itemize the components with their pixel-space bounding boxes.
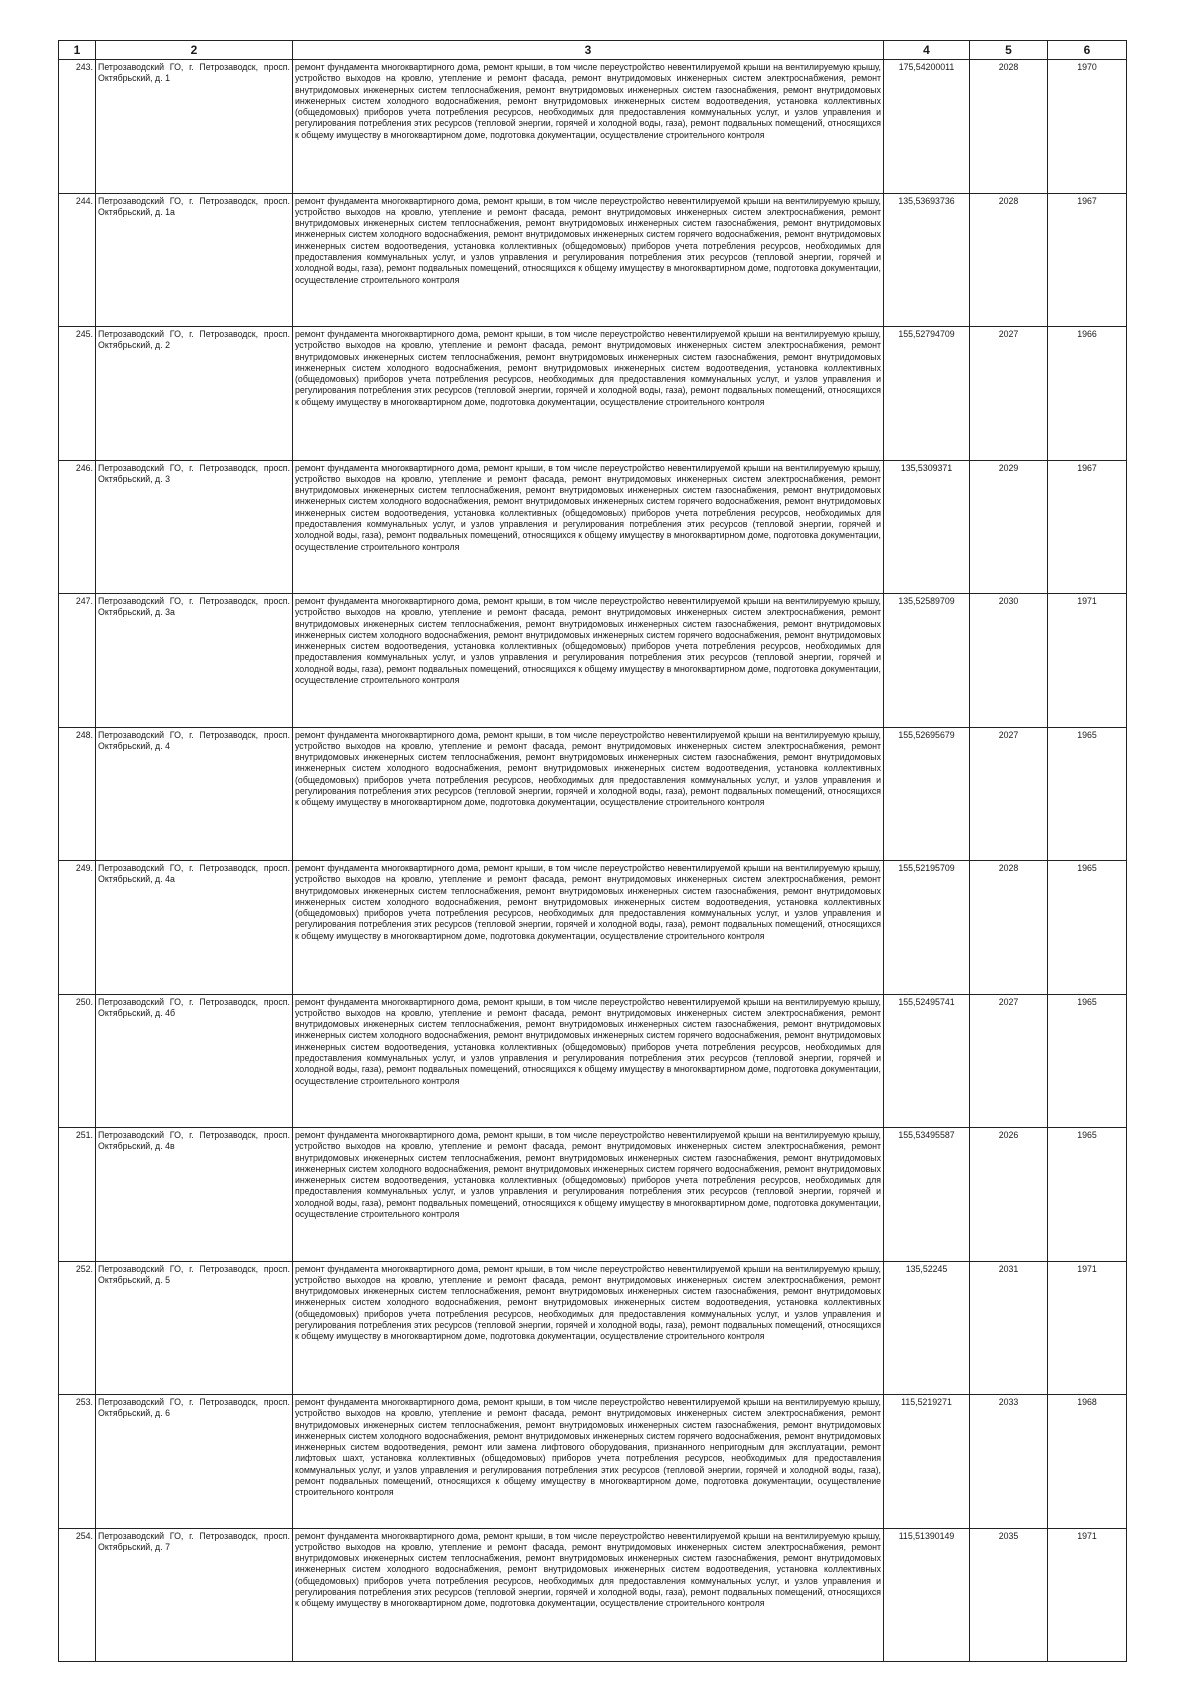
col-header-2: 2 — [96, 41, 293, 60]
table-row — [59, 594, 1127, 728]
construction-year: 1965 — [1048, 727, 1127, 861]
building-address: Петрозаводский ГО, г. Петрозаводск, просп. Октябрьский, д. 6 — [96, 1395, 293, 1529]
building-address: Петрозаводский ГО, г. Петрозаводск, просп. Октябрьский, д. 4в — [96, 1128, 293, 1262]
planned-year: 2028 — [970, 861, 1048, 995]
building-address: Петрозаводский ГО, г. Петрозаводск, просп. Октябрьский, д. 5 — [96, 1261, 293, 1395]
construction-year: 1968 — [1048, 1395, 1127, 1529]
cost-value: 155,52195709 — [884, 861, 970, 995]
table-row — [59, 861, 1127, 995]
table-row — [59, 327, 1127, 461]
building-address: Петрозаводский ГО, г. Петрозаводск, просп. Октябрьский, д. 4б — [96, 994, 293, 1128]
cost-value: 155,52794709 — [884, 327, 970, 461]
building-address: Петрозаводский ГО, г. Петрозаводск, просп. Октябрьский, д. 4а — [96, 861, 293, 995]
repair-works: ремонт фундамента многоквартирного дома, ремонт крыши, в том числе переустройство невентилируемой крыши на вентилируемую крышу, устройство выходов на кровлю, утепление и ремонт фасада, ремонт внутридомовых инженерных систем электроснабжения, ремонт внутридомовых инженерных систем теплоснабжения, ремонт внутридомовых инженерных систем газоснабжения, ремонт внутридомовых инженерных систем холодного водоснабжения, ремонт внутридомовых инженерных систем водоотведения, установка коллективных (общедомовых) приборов учета потребления ресурсов, необходимых для предоставления коммунальных услуг, и узлов управления и регулирования потребления этих ресурсов (тепловой энергии, горячей и холодной воды, газа), ремонт подвальных помещений, относящихся к общему имуществу в многоквартирном доме, подготовка документации, осуществление строительного контроля — [293, 327, 884, 461]
table-row — [59, 460, 1127, 594]
construction-year: 1965 — [1048, 994, 1127, 1128]
construction-year: 1966 — [1048, 327, 1127, 461]
row-number: 247. — [59, 594, 96, 728]
row-number: 249. — [59, 861, 96, 995]
header-row — [59, 41, 1127, 60]
cost-value: 175,54200011 — [884, 60, 970, 194]
planned-year: 2027 — [970, 327, 1048, 461]
table-row — [59, 1128, 1127, 1262]
row-number: 250. — [59, 994, 96, 1128]
building-address: Петрозаводский ГО, г. Петрозаводск, просп. Октябрьский, д. 4 — [96, 727, 293, 861]
construction-year: 1971 — [1048, 1261, 1127, 1395]
planned-year: 2031 — [970, 1261, 1048, 1395]
repair-works: ремонт фундамента многоквартирного дома, ремонт крыши, в том числе переустройство невентилируемой крыши на вентилируемую крышу, устройство выходов на кровлю, утепление и ремонт фасада, ремонт внутридомовых инженерных систем электроснабжения, ремонт внутридомовых инженерных систем теплоснабжения, ремонт внутридомовых инженерных систем газоснабжения, ремонт внутридомовых инженерных систем холодного водоснабжения, ремонт внутридомовых инженерных систем горячего водоснабжения, ремонт внутридомовых инженерных систем водоотведения, установка коллективных (общедомовых) приборов учета потребления ресурсов, необходимых для предоставления коммунальных услуг, и узлов управления и регулирования потребления этих ресурсов (тепловой энергии, горячей и холодной воды, газа), ремонт подвальных помещений, относящихся к общему имуществу в многоквартирном доме, подготовка документации, осуществление строительного контроля — [293, 460, 884, 594]
building-address: Петрозаводский ГО, г. Петрозаводск, просп. Октябрьский, д. 3 — [96, 460, 293, 594]
repair-program-table — [58, 40, 1127, 1662]
col-header-5: 5 — [970, 41, 1048, 60]
repair-works: ремонт фундамента многоквартирного дома, ремонт крыши, в том числе переустройство невентилируемой крыши на вентилируемую крышу, устройство выходов на кровлю, утепление и ремонт фасада, ремонт внутридомовых инженерных систем электроснабжения, ремонт внутридомовых инженерных систем теплоснабжения, ремонт внутридомовых инженерных систем газоснабжения, ремонт внутридомовых инженерных систем холодного водоснабжения, ремонт внутридомовых инженерных систем водоотведения, установка коллективных (общедомовых) приборов учета потребления ресурсов, необходимых для предоставления коммунальных услуг, и узлов управления и регулирования потребления этих ресурсов (тепловой энергии, горячей и холодной воды, газа), ремонт подвальных помещений, относящихся к общему имуществу в многоквартирном доме, подготовка документации, осуществление строительного контроля — [293, 60, 884, 194]
row-number: 244. — [59, 193, 96, 327]
col-header-6: 6 — [1048, 41, 1127, 60]
planned-year: 2028 — [970, 193, 1048, 327]
repair-works: ремонт фундамента многоквартирного дома, ремонт крыши, в том числе переустройство невентилируемой крыши на вентилируемую крышу, устройство выходов на кровлю, утепление и ремонт фасада, ремонт внутридомовых инженерных систем электроснабжения, ремонт внутридомовых инженерных систем теплоснабжения, ремонт внутридомовых инженерных систем газоснабжения, ремонт внутридомовых инженерных систем холодного водоснабжения, ремонт внутридомовых инженерных систем водоотведения, установка коллективных (общедомовых) приборов учета потребления ресурсов, необходимых для предоставления коммунальных услуг, и узлов управления и регулирования потребления этих ресурсов (тепловой энергии, горячей и холодной воды, газа), ремонт подвальных помещений, относящихся к общему имуществу в многоквартирном доме, подготовка документации, осуществление строительного контроля — [293, 727, 884, 861]
planned-year: 2030 — [970, 594, 1048, 728]
construction-year: 1967 — [1048, 193, 1127, 327]
building-address: Петрозаводский ГО, г. Петрозаводск, просп. Октябрьский, д. 1а — [96, 193, 293, 327]
repair-works: ремонт фундамента многоквартирного дома, ремонт крыши, в том числе переустройство невентилируемой крыши на вентилируемую крышу, устройство выходов на кровлю, утепление и ремонт фасада, ремонт внутридомовых инженерных систем электроснабжения, ремонт внутридомовых инженерных систем теплоснабжения, ремонт внутридомовых инженерных систем газоснабжения, ремонт внутридомовых инженерных систем холодного водоснабжения, ремонт внутридомовых инженерных систем горячего водоснабжения, ремонт внутридомовых инженерных систем водоотведения, установка коллективных (общедомовых) приборов учета потребления ресурсов, необходимых для предоставления коммунальных услуг, и узлов управления и регулирования потребления этих ресурсов (тепловой энергии, горячей и холодной воды, газа), ремонт подвальных помещений, относящихся к общему имуществу в многоквартирном доме, подготовка документации, осуществление строительного контроля — [293, 1128, 884, 1262]
repair-works: ремонт фундамента многоквартирного дома, ремонт крыши, в том числе переустройство невентилируемой крыши на вентилируемую крышу, устройство выходов на кровлю, утепление и ремонт фасада, ремонт внутридомовых инженерных систем электроснабжения, ремонт внутридомовых инженерных систем теплоснабжения, ремонт внутридомовых инженерных систем газоснабжения, ремонт внутридомовых инженерных систем холодного водоснабжения, ремонт внутридомовых инженерных систем горячего водоснабжения, ремонт внутридомовых инженерных систем водоотведения, установка коллективных (общедомовых) приборов учета потребления ресурсов, необходимых для предоставления коммунальных услуг, и узлов управления и регулирования потребления этих ресурсов (тепловой энергии, горячей и холодной воды, газа), ремонт подвальных помещений, относящихся к общему имуществу в многоквартирном доме, подготовка документации, осуществление строительного контроля — [293, 594, 884, 728]
col-header-4: 4 — [884, 41, 970, 60]
planned-year: 2028 — [970, 60, 1048, 194]
row-number: 252. — [59, 1261, 96, 1395]
cost-value: 135,53693736 — [884, 193, 970, 327]
construction-year: 1971 — [1048, 1528, 1127, 1662]
repair-works: ремонт фундамента многоквартирного дома, ремонт крыши, в том числе переустройство невентилируемой крыши на вентилируемую крышу, устройство выходов на кровлю, утепление и ремонт фасада, ремонт внутридомовых инженерных систем электроснабжения, ремонт внутридомовых инженерных систем теплоснабжения, ремонт внутридомовых инженерных систем газоснабжения, ремонт внутридомовых инженерных систем холодного водоснабжения, ремонт внутридомовых инженерных систем водоотведения, установка коллективных (общедомовых) приборов учета потребления ресурсов, необходимых для предоставления коммунальных услуг, и узлов управления и регулирования потребления этих ресурсов (тепловой энергии, горячей и холодной воды, газа), ремонт подвальных помещений, относящихся к общему имуществу в многоквартирном доме, подготовка документации, осуществление строительного контроля — [293, 861, 884, 995]
cost-value: 155,53495587 — [884, 1128, 970, 1262]
table-row — [59, 1261, 1127, 1395]
row-number: 254. — [59, 1528, 96, 1662]
construction-year: 1965 — [1048, 861, 1127, 995]
table-row — [59, 994, 1127, 1128]
table-row — [59, 1395, 1127, 1529]
table-row — [59, 727, 1127, 861]
cost-value: 155,52495741 — [884, 994, 970, 1128]
repair-works: ремонт фундамента многоквартирного дома, ремонт крыши, в том числе переустройство невентилируемой крыши на вентилируемую крышу, устройство выходов на кровлю, утепление и ремонт фасада, ремонт внутридомовых инженерных систем электроснабжения, ремонт внутридомовых инженерных систем теплоснабжения, ремонт внутридомовых инженерных систем газоснабжения, ремонт внутридомовых инженерных систем холодного водоснабжения, ремонт внутридомовых инженерных систем горячего водоснабжения, ремонт внутридомовых инженерных систем водоотведения, ремонт или замена лифтового оборудования, признанного непригодным для эксплуатации, ремонт лифтовых шахт, установка коллективных (общедомовых) приборов учета потребления ресурсов, необходимых для предоставления коммунальных услуг, и узлов управления и регулирования потребления этих ресурсов (тепловой энергии, горячей и холодной воды, газа), ремонт подвальных помещений, относящихся к общему имуществу в многоквартирном доме, подготовка документации, осуществление строительного контроля — [293, 1395, 884, 1529]
cost-value: 135,5309371 — [884, 460, 970, 594]
row-number: 243. — [59, 60, 96, 194]
repair-works: ремонт фундамента многоквартирного дома, ремонт крыши, в том числе переустройство невентилируемой крыши на вентилируемую крышу, устройство выходов на кровлю, утепление и ремонт фасада, ремонт внутридомовых инженерных систем электроснабжения, ремонт внутридомовых инженерных систем теплоснабжения, ремонт внутридомовых инженерных систем газоснабжения, ремонт внутридомовых инженерных систем холодного водоснабжения, ремонт внутридомовых инженерных систем водоотведения, установка коллективных (общедомовых) приборов учета потребления ресурсов, необходимых для предоставления коммунальных услуг, и узлов управления и регулирования потребления этих ресурсов (тепловой энергии, горячей и холодной воды, газа), ремонт подвальных помещений, относящихся к общему имуществу в многоквартирном доме, подготовка документации, осуществление строительного контроля — [293, 1528, 884, 1662]
cost-value: 135,52589709 — [884, 594, 970, 728]
planned-year: 2029 — [970, 460, 1048, 594]
planned-year: 2033 — [970, 1395, 1048, 1529]
repair-works: ремонт фундамента многоквартирного дома, ремонт крыши, в том числе переустройство невентилируемой крыши на вентилируемую крышу, устройство выходов на кровлю, утепление и ремонт фасада, ремонт внутридомовых инженерных систем электроснабжения, ремонт внутридомовых инженерных систем теплоснабжения, ремонт внутридомовых инженерных систем газоснабжения, ремонт внутридомовых инженерных систем холодного водоснабжения, ремонт внутридомовых инженерных систем горячего водоснабжения, ремонт внутридомовых инженерных систем водоотведения, установка коллективных (общедомовых) приборов учета потребления ресурсов, необходимых для предоставления коммунальных услуг, и узлов управления и регулирования потребления этих ресурсов (тепловой энергии, горячей и холодной воды, газа), ремонт подвальных помещений, относящихся к общему имуществу в многоквартирном доме, подготовка документации, осуществление строительного контроля — [293, 193, 884, 327]
table-row — [59, 1528, 1127, 1662]
building-address: Петрозаводский ГО, г. Петрозаводск, просп. Октябрьский, д. 1 — [96, 60, 293, 194]
cost-value: 155,52695679 — [884, 727, 970, 861]
cost-value: 135,52245 — [884, 1261, 970, 1395]
planned-year: 2026 — [970, 1128, 1048, 1262]
planned-year: 2027 — [970, 727, 1048, 861]
construction-year: 1967 — [1048, 460, 1127, 594]
row-number: 253. — [59, 1395, 96, 1529]
row-number: 248. — [59, 727, 96, 861]
table-row — [59, 60, 1127, 194]
row-number: 251. — [59, 1128, 96, 1262]
row-number: 246. — [59, 460, 96, 594]
building-address: Петрозаводский ГО, г. Петрозаводск, просп. Октябрьский, д. 7 — [96, 1528, 293, 1662]
repair-works: ремонт фундамента многоквартирного дома, ремонт крыши, в том числе переустройство невентилируемой крыши на вентилируемую крышу, устройство выходов на кровлю, утепление и ремонт фасада, ремонт внутридомовых инженерных систем электроснабжения, ремонт внутридомовых инженерных систем теплоснабжения, ремонт внутридомовых инженерных систем газоснабжения, ремонт внутридомовых инженерных систем холодного водоснабжения, ремонт внутридомовых инженерных систем водоотведения, установка коллективных (общедомовых) приборов учета потребления ресурсов, необходимых для предоставления коммунальных услуг, и узлов управления и регулирования потребления этих ресурсов (тепловой энергии, горячей и холодной воды, газа), ремонт подвальных помещений, относящихся к общему имуществу в многоквартирном доме, подготовка документации, осуществление строительного контроля — [293, 1261, 884, 1395]
building-address: Петрозаводский ГО, г. Петрозаводск, просп. Октябрьский, д. 2 — [96, 327, 293, 461]
planned-year: 2027 — [970, 994, 1048, 1128]
col-header-1: 1 — [59, 41, 96, 60]
table-row — [59, 193, 1127, 327]
building-address: Петрозаводский ГО, г. Петрозаводск, просп. Октябрьский, д. 3а — [96, 594, 293, 728]
construction-year: 1970 — [1048, 60, 1127, 194]
cost-value: 115,51390149 — [884, 1528, 970, 1662]
construction-year: 1971 — [1048, 594, 1127, 728]
row-number: 245. — [59, 327, 96, 461]
repair-works: ремонт фундамента многоквартирного дома, ремонт крыши, в том числе переустройство невентилируемой крыши на вентилируемую крышу, устройство выходов на кровлю, утепление и ремонт фасада, ремонт внутридомовых инженерных систем электроснабжения, ремонт внутридомовых инженерных систем теплоснабжения, ремонт внутридомовых инженерных систем газоснабжения, ремонт внутридомовых инженерных систем холодного водоснабжения, ремонт внутридомовых инженерных систем горячего водоснабжения, ремонт внутридомовых инженерных систем водоотведения, установка коллективных (общедомовых) приборов учета потребления ресурсов, необходимых для предоставления коммунальных услуг, и узлов управления и регулирования потребления этих ресурсов (тепловой энергии, горячей и холодной воды, газа), ремонт подвальных помещений, относящихся к общему имуществу в многоквартирном доме, подготовка документации, осуществление строительного контроля — [293, 994, 884, 1128]
construction-year: 1965 — [1048, 1128, 1127, 1262]
planned-year: 2035 — [970, 1528, 1048, 1662]
col-header-3: 3 — [293, 41, 884, 60]
cost-value: 115,5219271 — [884, 1395, 970, 1529]
